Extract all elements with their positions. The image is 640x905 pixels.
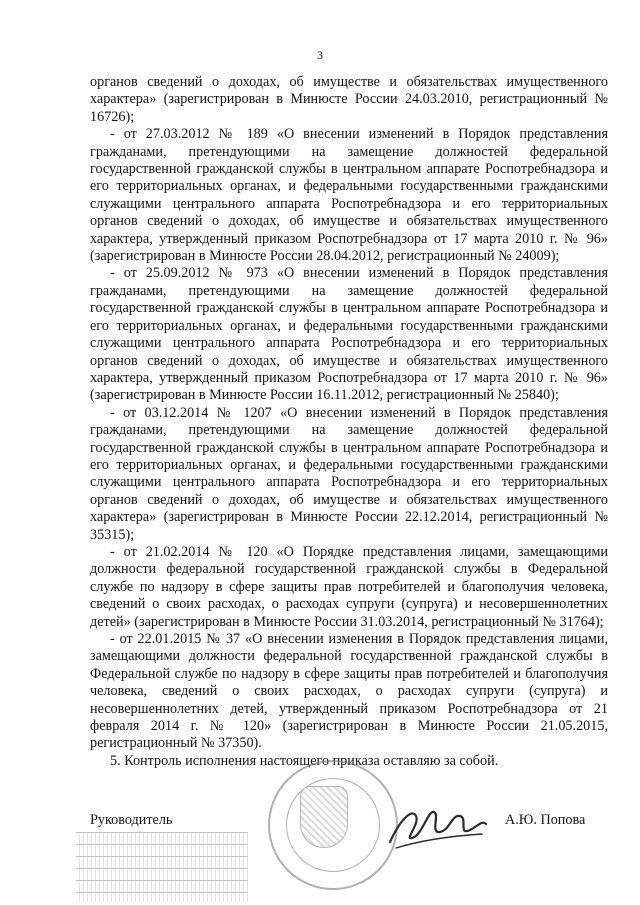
paragraph-order-973: - от 25.09.2012 № 973 «О внесении изменений в Порядок представления гражданами, претендующими на замещение должностей федеральной государственной гражданской службы в центральном аппарате Роспотребнадзора и его территориальных органах, и федеральными государственными гражданскими служащими центрального аппарата Роспотребнадзора и его территориальных органов сведений о доходах, об имуществе и обязательствах имущественного характера, утвержденный приказом Роспотребнадзора от 17 марта 2010 г. № 96» (зарегистрирован в Минюсте России 16.11.2012, регистрационный № 25840); bbox=[90, 265, 608, 404]
page-number: 3 bbox=[317, 48, 323, 62]
paragraph-continuation: органов сведений о доходах, об имуществе и обязательствах имущественного характера» (зарегистрирован в Минюсте России 24.03.2010, регистрационный № 16726); bbox=[90, 74, 608, 125]
paragraph-order-120: - от 21.02.2014 № 120 «О Порядке представления лицами, замещающими должности федеральной государственной гражданской службы в Федеральной службе по надзору в сфере защиты прав потребителей и благополучия человека, сведений о своих расходах, о расходах супруги (супруга) и несовершеннолетних детей» (зарегистрирован в Минюсте России 31.03.2014, регистрационный № 31764); bbox=[90, 543, 608, 630]
signatory-name: А.Ю. Попова bbox=[505, 812, 586, 828]
registration-stamp-icon bbox=[76, 832, 248, 902]
coat-of-arms-icon bbox=[300, 786, 348, 848]
paragraph-order-189: - от 27.03.2012 № 189 «О внесении изменений в Порядок представления гражданами, претендующими на замещение должностей федеральной государственной гражданской службы в центральном аппарате Роспотребнадзора и его территориальных органах, и федеральными государственными гражданскими служащими центрального аппарата Роспотребнадзора и его территориальных органов сведений о доходах, об имуществе и обязательствах имущественного характера, утвержденный приказом Роспотребнадзора от 17 марта 2010 г. № 96» (зарегистрирован в Минюсте России 28.04.2012, регистрационный № 24009); bbox=[90, 126, 608, 265]
handwritten-signature-icon bbox=[382, 790, 492, 860]
paragraph-order-37: - от 22.01.2015 № 37 «О внесении изменения в Порядок представления лицами, замещающими должности федеральной государственной гражданской службы в Федеральной службе по надзору в сфере защиты прав потребителей и благополучия человека, сведений о своих расходах, о расходах супруги (супруга) и несовершеннолетних детей, утвержденный приказом Роспотребнадзора от 21 февраля 2014 г. № 120» (зарегистрирован в Минюсте России 21.05.2015, регистрационный № 37350). bbox=[90, 631, 608, 752]
paragraph-control-clause: 5. Контроль исполнения настоящего приказа оставляю за собой. bbox=[110, 752, 499, 769]
official-seal-icon bbox=[268, 760, 398, 890]
paragraph-order-1207: - от 03.12.2014 № 1207 «О внесении изменений в Порядок представления гражданами, претендующими на замещение должностей федеральной государственной гражданской службы в центральном аппарате Роспотребнадзора и его территориальных органах, и федеральными государственными гражданскими служащими центрального аппарата Роспотребнадзора и его территориальных органов сведений о доходах, об имуществе и обязательствах имущественного характера» (зарегистрирован в Минюсте России 22.12.2014, регистрационный № 35315); bbox=[90, 404, 608, 543]
signatory-role: Руководитель bbox=[90, 812, 173, 828]
